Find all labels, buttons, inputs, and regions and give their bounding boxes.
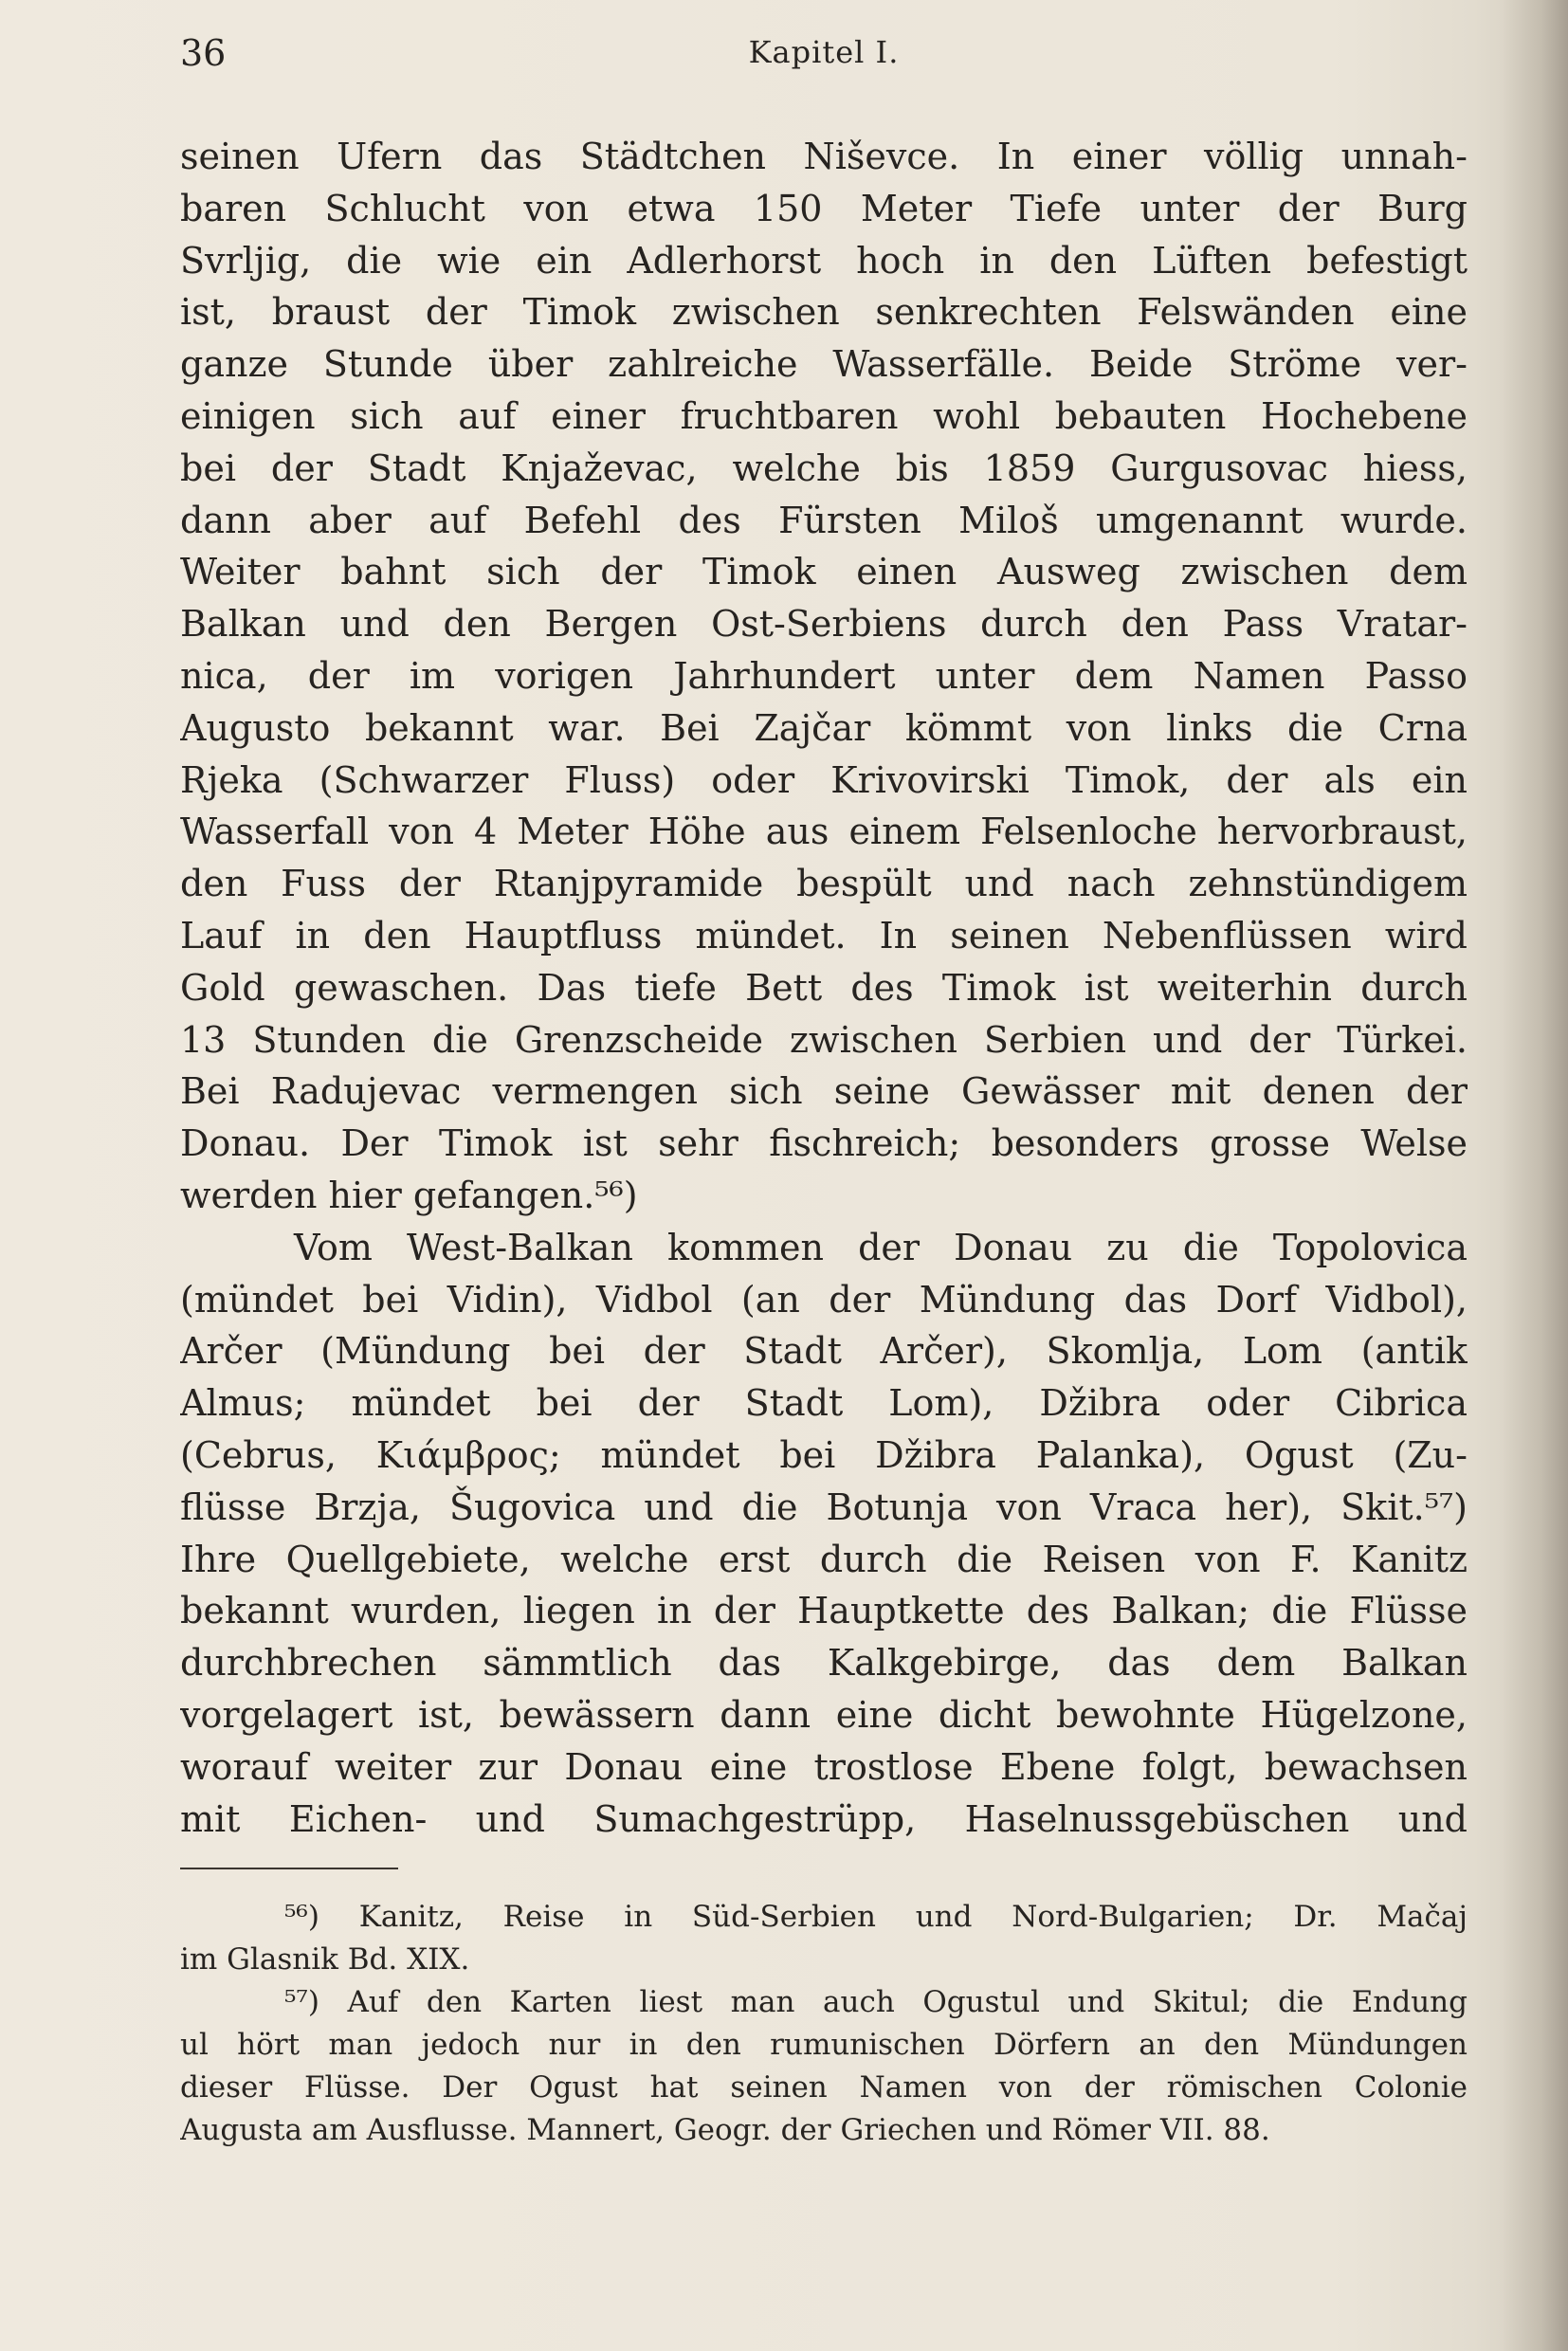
text-line: Augusto bekannt war. Bei Zajčar kömmt von links die Crna: [180, 706, 1468, 749]
text-line: Svrljig, die wie ein Adlerhorst hoch in den Lüften befestigt: [180, 239, 1468, 282]
text-line: werden hier gefangen.⁵⁶): [180, 1174, 638, 1216]
text-line: Donau. Der Timok ist sehr fischreich; besonders grosse Welse: [180, 1122, 1468, 1165]
text-line: Ihre Quellgebiete, welche erst durch die Reisen von F. Kanitz: [180, 1538, 1468, 1580]
footnote-line: ul hört man jedoch nur in den rumunischen Dörfern an den Mündungen: [180, 2028, 1468, 2062]
page-header: [180, 28, 1468, 85]
text-line: ist, braust der Timok zwischen senkrechten Felswänden eine: [180, 291, 1468, 334]
text-line: Wasserfall von 4 Meter Höhe aus einem Felsenloche hervorbraust,: [180, 811, 1468, 853]
paragraph-start-line: Vom West-Balkan kommen der Donau zu die Topolovica: [294, 1226, 1468, 1268]
text-line: Almus; mündet bei der Stadt Lom), Džibra oder Cibrica: [180, 1382, 1468, 1425]
text-line: mit Eichen- und Sumachgestrüpp, Haselnussgebüschen und: [180, 1797, 1468, 1840]
text-line: Arčer (Mündung bei der Stadt Arčer), Skomlja, Lom (antik: [180, 1330, 1468, 1373]
text-line: 13 Stunden die Grenzscheide zwischen Serbien und der Türkei.: [180, 1018, 1468, 1061]
text-line: vorgelagert ist, bewässern dann eine dicht bewohnte Hügelzone,: [180, 1693, 1468, 1736]
text-line: durchbrechen sämmtlich das Kalkgebirge, das dem Balkan: [180, 1642, 1468, 1685]
footnote-line: Augusta am Ausflusse. Mannert, Geogr. der Griechen und Römer VII. 88.: [180, 2113, 1270, 2147]
footnote-56: ⁵⁶) Kanitz, Reise in Süd-Serbien und Nord-Bulgarien; Dr. Mačaj: [284, 1900, 1468, 1934]
text-line: bei der Stadt Knjaževac, welche bis 1859 Gurgusovac hiess,: [180, 447, 1468, 489]
text-line: nica, der im vorigen Jahrhundert unter dem Namen Passo: [180, 654, 1468, 697]
text-line: dann aber auf Befehl des Fürsten Miloš umgenannt wurde.: [180, 499, 1468, 541]
body-text: [180, 131, 1468, 1845]
text-line: bekannt wurden, liegen in der Hauptkette des Balkan; die Flüsse: [180, 1590, 1468, 1632]
footnote-divider: [180, 1868, 398, 1869]
text-line: einigen sich auf einer fruchtbaren wohl bebauten Hochebene: [180, 394, 1468, 437]
text-line: Gold gewaschen. Das tiefe Bett des Timok ist weiterhin durch: [180, 966, 1468, 1009]
text-line: Bei Radujevac vermengen sich seine Gewässer mit denen der: [180, 1070, 1468, 1113]
text-line: den Fuss der Rtanjpyramide bespült und nach zehnstündigem: [180, 863, 1468, 905]
footnote-57: ⁵⁷) Auf den Karten liest man auch Ogustul und Skitul; die Endung: [284, 1985, 1468, 2019]
text-line: seinen Ufern das Städtchen Niševce. In einer völlig unnah-: [180, 136, 1468, 177]
text-line: Lauf in den Hauptfluss mündet. In seinen Nebenflüssen wird: [180, 914, 1468, 957]
text-line: (mündet bei Vidin), Vidbol (an der Mündung das Dorf Vidbol),: [180, 1278, 1468, 1321]
text-line: flüsse Brzja, Šugovica und die Botunja von Vraca her), Skit.⁵⁷): [180, 1485, 1468, 1528]
text-line: (Cebrus, Κιάμβρος; mündet bei Džibra Palanka), Ogust (Zu-: [180, 1433, 1468, 1476]
page-edge-shadow: [1502, 0, 1568, 2351]
running-head: Kapitel I.: [748, 34, 900, 70]
footnote-line: dieser Flüsse. Der Ogust hat seinen Namen von der römischen Colonie: [180, 2070, 1468, 2105]
footnote-line: im Glasnik Bd. XIX.: [180, 1942, 470, 1977]
page-number: 36: [180, 32, 227, 74]
text-line: Rjeka (Schwarzer Fluss) oder Krivovirski Timok, der als ein: [180, 758, 1468, 801]
text-line: ganze Stunde über zahlreiche Wasserfälle. Beide Ströme ver-: [180, 343, 1468, 386]
footnotes: [180, 1896, 1468, 2152]
text-line: Weiter bahnt sich der Timok einen Ausweg zwischen dem: [180, 551, 1468, 593]
text-line: worauf weiter zur Donau eine trostlose Ebene folgt, bewachsen: [180, 1745, 1468, 1788]
text-line: baren Schlucht von etwa 150 Meter Tiefe unter der Burg: [180, 187, 1468, 229]
text-line: Balkan und den Bergen Ost-Serbiens durch den Pass Vratar-: [180, 603, 1468, 646]
